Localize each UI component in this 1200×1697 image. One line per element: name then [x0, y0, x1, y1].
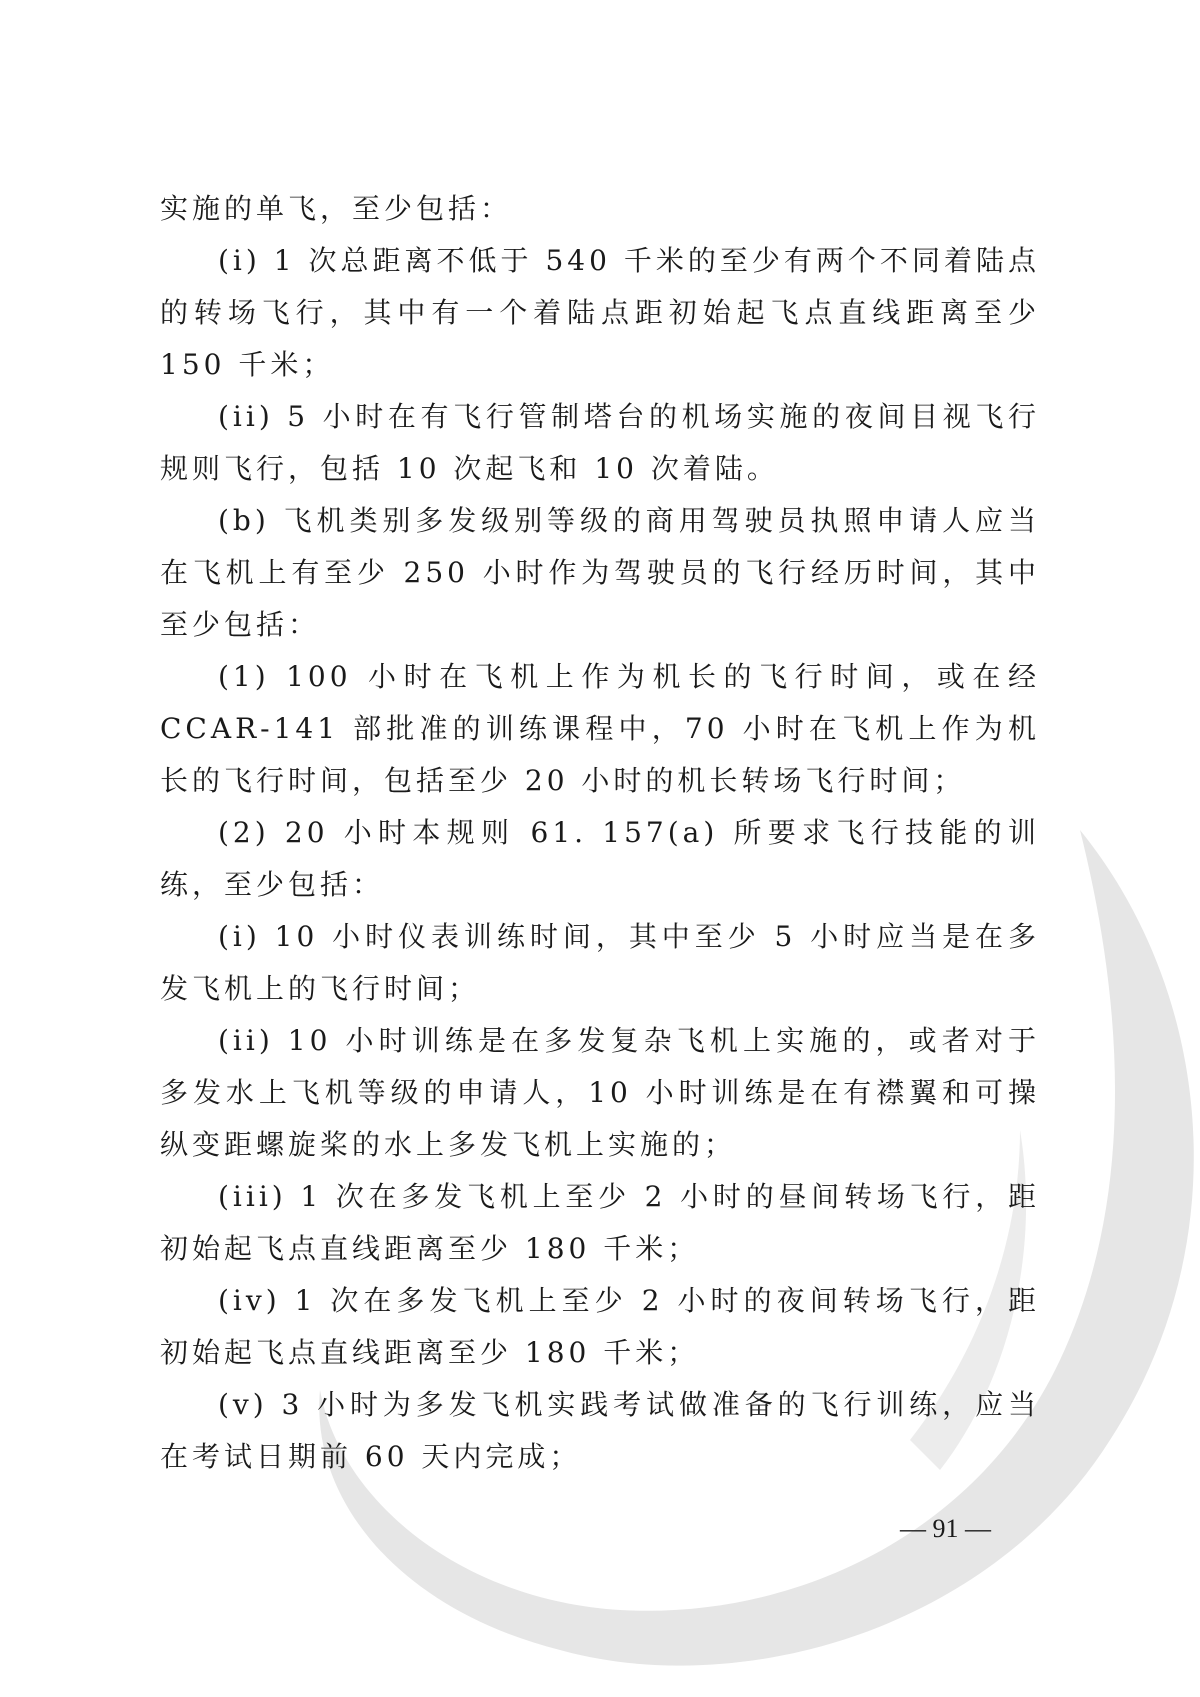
paragraph-5: (2) 20 小时本规则 61. 157(a) 所要求飞行技能的训练，至少包括： — [160, 816, 1040, 901]
paragraph-10: (v) 3 小时为多发飞机实践考试做准备的飞行训练，应当在考试日期前 60 天内完成； — [160, 1388, 1040, 1473]
paragraph-8: (iii) 1 次在多发飞机上至少 2 小时的昼间转场飞行，距初始起飞点直线距离至少 180 千米； — [160, 1180, 1040, 1265]
paragraph-6: (i) 10 小时仪表训练时间，其中至少 5 小时应当是在多发飞机上的飞行时间； — [160, 920, 1040, 1005]
paragraph-0: 实施的单飞，至少包括： — [160, 192, 513, 225]
paragraph-4: (1) 100 小时在飞机上作为机长的飞行时间，或在经 CCAR-141 部批准的训练课程中，70 小时在飞机上作为机长的飞行时间，包括至少 20 小时的机长转场飞行时间； — [160, 660, 1040, 797]
body-text — [160, 183, 1040, 1483]
page-number: — 91 — — [900, 1514, 991, 1543]
paragraph-7: (ii) 10 小时训练是在多发复杂飞机上实施的，或者对于多发水上飞机等级的申请人，10 小时训练是在有襟翼和可操纵变距螺旋桨的水上多发飞机上实施的； — [160, 1024, 1040, 1161]
paragraph-2: (ii) 5 小时在有飞行管制塔台的机场实施的夜间目视飞行规则飞行，包括 10 次起飞和 10 次着陆。 — [160, 400, 1040, 485]
paragraph-1: (i) 1 次总距离不低于 540 千米的至少有两个不同着陆点的转场飞行，其中有一个着陆点距初始起飞点直线距离至少 150 千米； — [160, 244, 1040, 381]
paragraph-9: (iv) 1 次在多发飞机上至少 2 小时的夜间转场飞行，距初始起飞点直线距离至少 180 千米； — [160, 1284, 1040, 1369]
paragraph-3: (b) 飞机类别多发级别等级的商用驾驶员执照申请人应当在飞机上有至少 250 小时作为驾驶员的飞行经历时间，其中至少包括： — [160, 504, 1040, 641]
